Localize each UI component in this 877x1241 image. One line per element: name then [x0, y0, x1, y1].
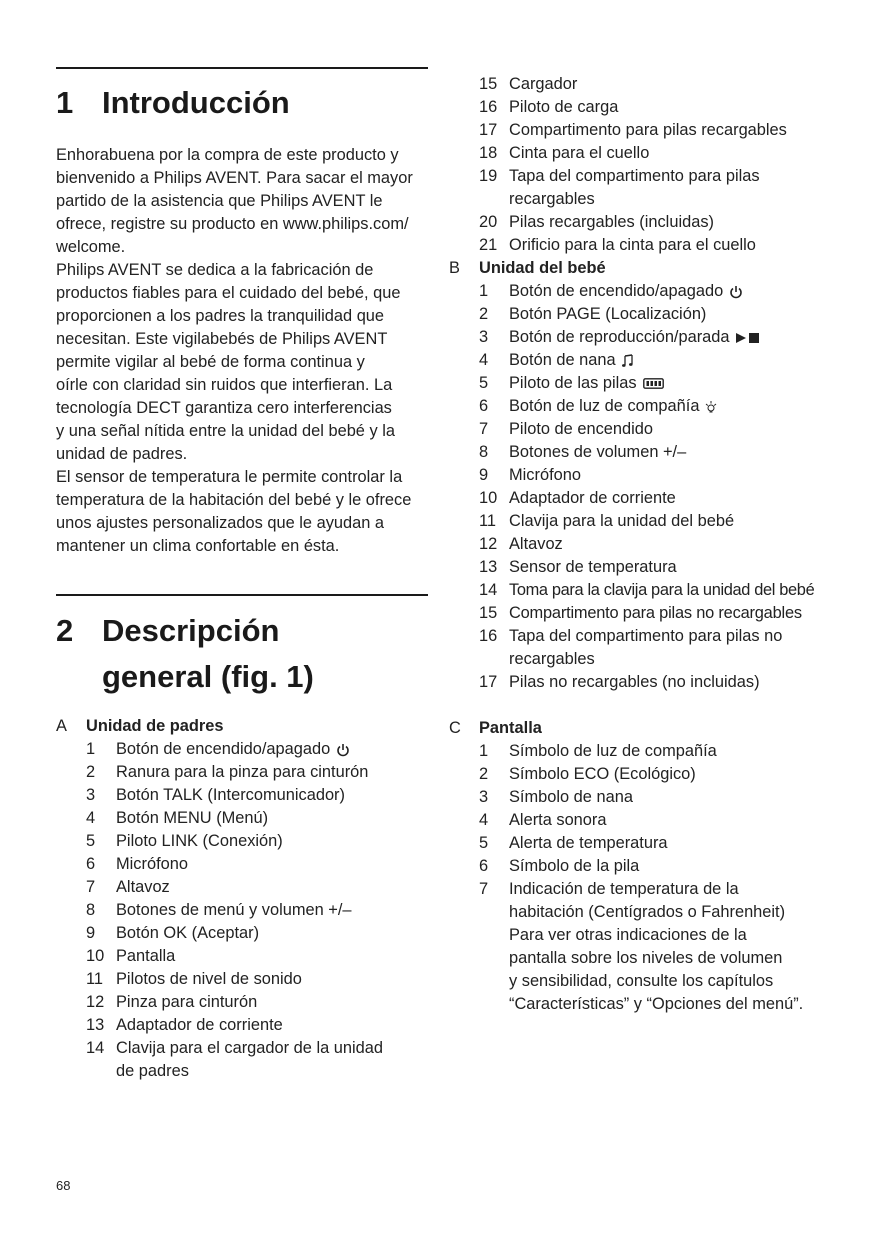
- list-item-continuation: [479, 947, 849, 970]
- item-number: 10: [86, 947, 105, 965]
- baby-unit-header: [449, 257, 849, 280]
- display-title: Pantalla: [479, 719, 542, 737]
- item-number: 11: [479, 512, 497, 530]
- list-item: [479, 671, 849, 694]
- item-number: 2: [86, 763, 96, 781]
- music-note-icon: [622, 354, 634, 368]
- item-text: Botón de reproducción/parada: [509, 328, 730, 346]
- item-number: 5: [86, 832, 96, 850]
- intro-line: Philips AVENT se dedica a la fabricación de: [56, 261, 374, 279]
- list-item: [479, 280, 849, 303]
- item-text: Alerta sonora: [509, 811, 607, 829]
- intro-line: oírle con claridad sin ruidos que interfieran. La: [56, 376, 393, 394]
- item-number: 20: [479, 213, 498, 231]
- intro-line: y una señal nítida entre la unidad del bebé y la: [56, 422, 395, 440]
- list-item: [479, 73, 849, 96]
- list-item-continuation: [86, 1060, 426, 1083]
- item-text: Pantalla: [116, 947, 176, 965]
- list-item: [86, 738, 426, 761]
- list-item: [86, 968, 426, 991]
- item-text: Pinza para cinturón: [116, 993, 258, 1011]
- list-item: [479, 855, 849, 878]
- item-number: 9: [86, 924, 96, 942]
- item-number: 2: [479, 765, 489, 783]
- list-item: [86, 1014, 426, 1037]
- item-text: Botón de nana: [509, 351, 616, 369]
- page-number: 68: [56, 1178, 71, 1193]
- item-number: 17: [479, 121, 498, 139]
- item-number: 1: [479, 742, 489, 760]
- item-text: Adaptador de corriente: [509, 489, 676, 507]
- intro-line: unidad de padres.: [56, 445, 188, 463]
- list-item: [479, 372, 849, 395]
- list-item: [479, 786, 849, 809]
- item-number: 1: [479, 282, 489, 300]
- list-item-continuation: [479, 970, 849, 993]
- section-2-title-line-2: general (fig. 1): [102, 659, 314, 694]
- item-text: Sensor de temperatura: [509, 558, 677, 576]
- section-1-number: 1: [56, 85, 74, 120]
- section-1-rule: [56, 67, 428, 69]
- section-1-title: Introducción: [102, 85, 290, 120]
- item-text: Indicación de temperatura de la: [509, 880, 739, 898]
- item-text: Pilas no recargables (no incluidas): [509, 673, 760, 691]
- list-item: [479, 533, 849, 556]
- battery-icon: [643, 378, 665, 389]
- item-number: 15: [479, 604, 498, 622]
- list-item-continuation: [479, 188, 849, 211]
- item-text: Símbolo de luz de compañía: [509, 742, 717, 760]
- item-text: Compartimento para pilas recargables: [509, 121, 787, 139]
- list-item: [86, 922, 426, 945]
- power-icon: [729, 285, 743, 299]
- item-number: 4: [86, 809, 96, 827]
- item-text: Pilas recargables (incluidas): [509, 213, 714, 231]
- list-item: [86, 876, 426, 899]
- intro-line: permite vigilar al bebé de forma continua y: [56, 353, 365, 371]
- intro-line: welcome.: [56, 238, 126, 256]
- list-item: [479, 487, 849, 510]
- list-item: [479, 809, 849, 832]
- item-text-continuation: de padres: [116, 1062, 189, 1080]
- list-item: [479, 832, 849, 855]
- item-number: 19: [479, 167, 498, 185]
- item-text: Pilotos de nivel de sonido: [116, 970, 302, 988]
- list-item-continuation: [479, 648, 849, 671]
- list-item: [479, 464, 849, 487]
- list-item: [86, 807, 426, 830]
- item-number: 2: [479, 305, 489, 323]
- list-item: [479, 510, 849, 533]
- item-text: Botón PAGE (Localización): [509, 305, 707, 323]
- list-item: [86, 830, 426, 853]
- item-number: 3: [86, 786, 96, 804]
- section-2-heading: [56, 608, 428, 700]
- list-item: [86, 945, 426, 968]
- list-item: [479, 556, 849, 579]
- intro-line: mantener un clima confortable en ésta.: [56, 537, 340, 555]
- item-number: 4: [479, 351, 489, 369]
- item-number: 18: [479, 144, 498, 162]
- intro-line: El sensor de temperatura le permite controlar la: [56, 468, 403, 486]
- parent-unit-list: [56, 715, 426, 1083]
- item-number: 7: [86, 878, 96, 896]
- item-text: Alerta de temperatura: [509, 834, 668, 852]
- item-text-continuation: pantalla sobre los niveles de volumen: [509, 949, 783, 967]
- list-item: [479, 740, 849, 763]
- item-text-continuation: recargables: [509, 650, 595, 668]
- intro-line: tecnología DECT garantiza cero interferencias: [56, 399, 392, 417]
- intro-line: partido de la asistencia que Philips AVENT le: [56, 192, 383, 210]
- parent-unit-letter: A: [56, 717, 67, 735]
- list-item: [479, 326, 849, 349]
- list-item: [86, 784, 426, 807]
- list-item: [479, 763, 849, 786]
- item-text: Altavoz: [116, 878, 170, 896]
- item-text: Botón de encendido/apagado: [509, 282, 724, 300]
- intro-line: necesitan. Este vigilabebés de Philips AVENT: [56, 330, 388, 348]
- item-number: 4: [479, 811, 489, 829]
- item-text: Símbolo ECO (Ecológico): [509, 765, 696, 783]
- power-icon: [336, 743, 350, 757]
- list-item: [479, 234, 849, 257]
- item-text: Orificio para la cinta para el cuello: [509, 236, 756, 254]
- list-item: [479, 418, 849, 441]
- item-number: 13: [479, 558, 498, 576]
- item-text: Micrófono: [116, 855, 188, 873]
- item-text: Ranura para la pinza para cinturón: [116, 763, 369, 781]
- item-number: 15: [479, 75, 498, 93]
- list-item: [479, 441, 849, 464]
- list-item: [479, 625, 849, 648]
- list-item: [479, 395, 849, 418]
- item-text: Tapa del compartimento para pilas no: [509, 627, 783, 645]
- display-header: [449, 717, 849, 740]
- list-item: [479, 119, 849, 142]
- list-item: [479, 303, 849, 326]
- list-item: [86, 899, 426, 922]
- item-number: 6: [479, 857, 489, 875]
- item-number: 12: [479, 535, 498, 553]
- item-text: Altavoz: [509, 535, 563, 553]
- item-text: Botón de luz de compañía: [509, 397, 700, 415]
- item-number: 7: [479, 420, 489, 438]
- item-text: Símbolo de la pila: [509, 857, 640, 875]
- list-item-continuation: [479, 993, 849, 1016]
- item-text: Botón OK (Aceptar): [116, 924, 260, 942]
- intro-line: temperatura de la habitación del bebé y le ofrece: [56, 491, 412, 509]
- item-number: 8: [479, 443, 489, 461]
- list-item: [479, 211, 849, 234]
- intro-line: Enhorabuena por la compra de este producto y: [56, 146, 399, 164]
- item-text: Botones de menú y volumen +/–: [116, 901, 352, 919]
- list-item: [479, 96, 849, 119]
- baby-unit-letter: B: [449, 259, 460, 277]
- list-item: [479, 349, 849, 372]
- item-number: 1: [86, 740, 96, 758]
- item-number: 14: [479, 581, 498, 599]
- intro-line: bienvenido a Philips AVENT. Para sacar el mayor: [56, 169, 413, 187]
- item-text-continuation: Para ver otras indicaciones de la: [509, 926, 747, 944]
- display-letter: C: [449, 719, 461, 737]
- item-number: 21: [479, 236, 498, 254]
- list-item: [86, 853, 426, 876]
- list-item-continuation: [479, 924, 849, 947]
- list-item: [86, 1037, 426, 1060]
- item-text: Cinta para el cuello: [509, 144, 650, 162]
- parent-unit-title: Unidad de padres: [86, 717, 224, 735]
- parent-unit-header: [56, 715, 426, 738]
- section-2-title-line-1: Descripción: [102, 613, 280, 648]
- item-text: Cargador: [509, 75, 578, 93]
- item-number: 16: [479, 627, 498, 645]
- parent-unit-list-continued: [449, 73, 849, 1016]
- item-number: 6: [479, 397, 489, 415]
- night-light-icon: [705, 400, 717, 414]
- section-2-rule: [56, 594, 428, 596]
- list-item: [86, 761, 426, 784]
- item-number: 8: [86, 901, 96, 919]
- item-text-continuation: y sensibilidad, consulte los capítulos: [509, 972, 774, 990]
- item-number: 12: [86, 993, 105, 1011]
- item-text: Tapa del compartimento para pilas: [509, 167, 760, 185]
- section-2-number: 2: [56, 613, 74, 648]
- item-number: 11: [86, 970, 104, 988]
- item-text: Botón de encendido/apagado: [116, 740, 331, 758]
- item-text: Botón TALK (Intercomunicador): [116, 786, 345, 804]
- item-number: 16: [479, 98, 498, 116]
- item-text: Piloto LINK (Conexión): [116, 832, 283, 850]
- item-number: 5: [479, 374, 489, 392]
- item-text: Símbolo de nana: [509, 788, 633, 806]
- item-text: Toma para la clavija para la unidad del bebé: [509, 581, 815, 599]
- item-text-continuation: “Características” y “Opciones del menú”.: [509, 995, 804, 1013]
- item-number: 6: [86, 855, 96, 873]
- item-text: Compartimento para pilas no recargables: [509, 604, 802, 622]
- intro-line: proporcionen a los padres la tranquilidad que: [56, 307, 385, 325]
- intro-line: productos fiables para el cuidado del bebé, que: [56, 284, 401, 302]
- intro-paragraph: [56, 144, 413, 558]
- item-text: Clavija para la unidad del bebé: [509, 512, 735, 530]
- item-number: 14: [86, 1039, 105, 1057]
- item-number: 3: [479, 788, 489, 806]
- item-text: Piloto de carga: [509, 98, 619, 116]
- item-text: Botones de volumen +/–: [509, 443, 687, 461]
- list-item: [479, 602, 849, 625]
- item-text: Clavija para el cargador de la unidad: [116, 1039, 383, 1057]
- item-text: Adaptador de corriente: [116, 1016, 283, 1034]
- list-item-continuation: [479, 901, 849, 924]
- item-number: 13: [86, 1016, 105, 1034]
- list-item: [479, 165, 849, 188]
- list-item: [86, 991, 426, 1014]
- item-number: 17: [479, 673, 498, 691]
- intro-line: ofrece, registre su producto en www.philips.com/: [56, 215, 409, 233]
- intro-line: unos ajustes personalizados que le ayudan a: [56, 514, 385, 532]
- item-number: 9: [479, 466, 489, 484]
- baby-unit-title: Unidad del bebé: [479, 259, 606, 277]
- item-text: Botón MENU (Menú): [116, 809, 269, 827]
- play-stop-icon: [736, 332, 760, 344]
- item-text: Piloto de encendido: [509, 420, 653, 438]
- item-number: 10: [479, 489, 498, 507]
- item-text-continuation: recargables: [509, 190, 595, 208]
- section-1-heading: [56, 80, 428, 126]
- item-text: Micrófono: [509, 466, 581, 484]
- item-number: 3: [479, 328, 489, 346]
- list-item: [479, 878, 849, 901]
- item-number: 7: [479, 880, 489, 898]
- list-item: [479, 142, 849, 165]
- item-text-continuation: habitación (Centígrados o Fahrenheit): [509, 903, 786, 921]
- list-item: [479, 579, 849, 602]
- item-text: Piloto de las pilas: [509, 374, 637, 392]
- item-number: 5: [479, 834, 489, 852]
